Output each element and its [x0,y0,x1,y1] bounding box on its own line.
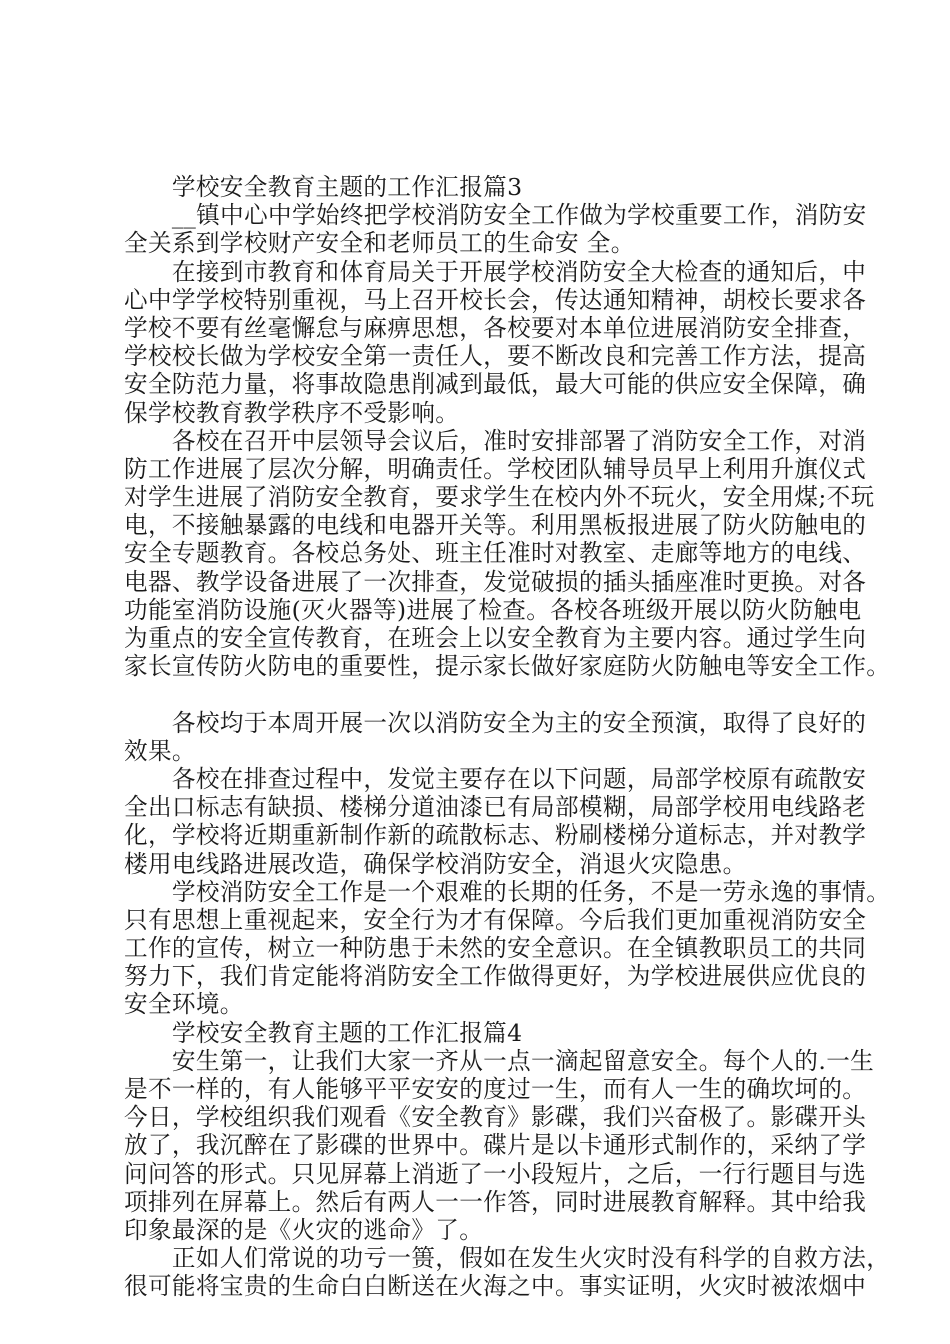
text-line: 安全防范力量，将事故隐患削减到最低，最大可能的供应安全保障，确 [124,370,867,399]
text-line: 工作的宣传，树立一种防患于未然的安全意识。在全镇教职员工的共同 [124,934,867,963]
paragraph [124,764,867,878]
text-line: 保学校教育教学秩序不受影响。 [124,398,460,427]
text-line: 安生第一，让我们大家一齐从一点一滴起留意安全。每个人的.一生 [124,1046,875,1075]
text-line: 楼用电线路进展改造，确保学校消防安全，消退火灾隐患。 [124,849,747,878]
text-line: 学校校长做为学校安全第一责任人，要不断改良和完善工作方法，提高 [124,342,867,371]
section-heading-3 [124,173,852,201]
text-line: 化，学校将近期重新制作新的疏散标志、粉刷楼梯分道标志，并对教学 [124,821,867,850]
text-line: 为重点的安全宣传教育，在班会上以安全教育为主要内容。通过学生向 [124,624,867,652]
text-line: 很可能将宝贵的生命白白断送在火海之中。事实证明，火灾时被浓烟中 [124,1272,867,1301]
text-line: 全关系到学校财产安全和老师员工的生命安 全。 [124,229,635,258]
document-page [124,173,891,1301]
text-line: 电，不接触暴露的电线和电器开关等。利用黑板报进展了防火防触电的 [124,511,867,540]
text-line: 努力下，我们肯定能将消防安全工作做得更好，为学校进展供应优良的 [124,962,867,991]
text-line: 学校消防安全工作是一个艰难的长期的任务，不是一劳永逸的事情。 [124,877,891,906]
text-line: 今日，学校组织我们观看《安全教育》影碟，我们兴奋极了。影碟开头 [124,1103,867,1132]
text-line: 各校在召开中层领导会议后，准时安排部署了消防安全工作，对消 [124,426,867,455]
paragraph [124,257,867,427]
text-line: 安全专题教育。各校总务处、班主任准时对教室、走廊等地方的电线、 [124,539,867,568]
paragraph [124,877,891,1019]
text-line: 正如人们常说的功亏一篑，假如在发生火灾时没有科学的自救方法， [124,1244,891,1273]
paragraph [124,1046,875,1244]
text-line: 学校不要有丝毫懈怠与麻痹思想，各校要对本单位进展消防安全排查， [124,313,867,342]
text-line: 是不一样的，有人能够平平安安的度过一生，而有人一生的确坎坷的。 [124,1075,867,1103]
text-line: 防工作进展了层次分解，明确责任。学校团队辅导员早上利用升旗仪式 [124,454,867,483]
paragraph [124,426,891,681]
section-heading-4 [124,1019,852,1047]
text-line: 放了，我沉醉在了影碟的世界中。碟片是以卡通形式制作的，采纳了学 [124,1131,867,1160]
text-line: 全出口标志有缺损、楼梯分道油漆已有局部模糊，局部学校用电线路老 [124,793,867,822]
paragraph [124,201,867,258]
text-line: 项排列在屏幕上。然后有两人一一作答，同时进展教育解释。其中给我 [124,1187,867,1216]
text-line: 安全环境。 [124,990,244,1019]
text-line: 各校在排查过程中，发觉主要存在以下问题，局部学校原有疏散安 [124,764,867,793]
text-line: 印象最深的是《火灾的逃命》了。 [124,1215,484,1244]
text-line: 学校安全教育主题的工作汇报篇4 [124,1018,523,1047]
text-line: 只有思想上重视起来，安全行为才有保障。今后我们更加重视消防安全 [124,905,867,934]
text-line: 心中学学校特别重视，马上召开校长会，传达通知精神，胡校长要求各 [124,285,867,314]
paragraph [124,708,867,765]
paragraph [124,1244,891,1301]
text-line: 对学生进展了消防安全教育，要求学生在校内外不玩火，安全用煤;不玩 [124,483,875,512]
text-line: 问问答的形式。只见屏幕上消逝了一小段短片，之后，一行行题目与选 [124,1159,867,1188]
text-line: 功能室消防设施(灭火器等)进展了检查。各校各班级开展以防火防触电 [124,595,862,624]
text-line: 在接到市教育和体育局关于开展学校消防安全大检查的通知后，中 [124,257,867,286]
text-line: __镇中心中学始终把学校消防安全工作做为学校重要工作，消防安 [124,201,867,230]
text-line: 电器、教学设备进展了一次排查，发觉破损的插头插座准时更换。对各 [124,567,867,596]
blank-line [124,680,852,708]
text-line: 效果。 [124,736,196,765]
text-line: 学校安全教育主题的工作汇报篇3 [124,173,523,201]
text-line: 各校均于本周开展一次以消防安全为主的安全预演，取得了良好的 [124,708,867,737]
text-line: 家长宣传防火防电的重要性，提示家长做好家庭防火防触电等安全工作。 [124,652,891,681]
